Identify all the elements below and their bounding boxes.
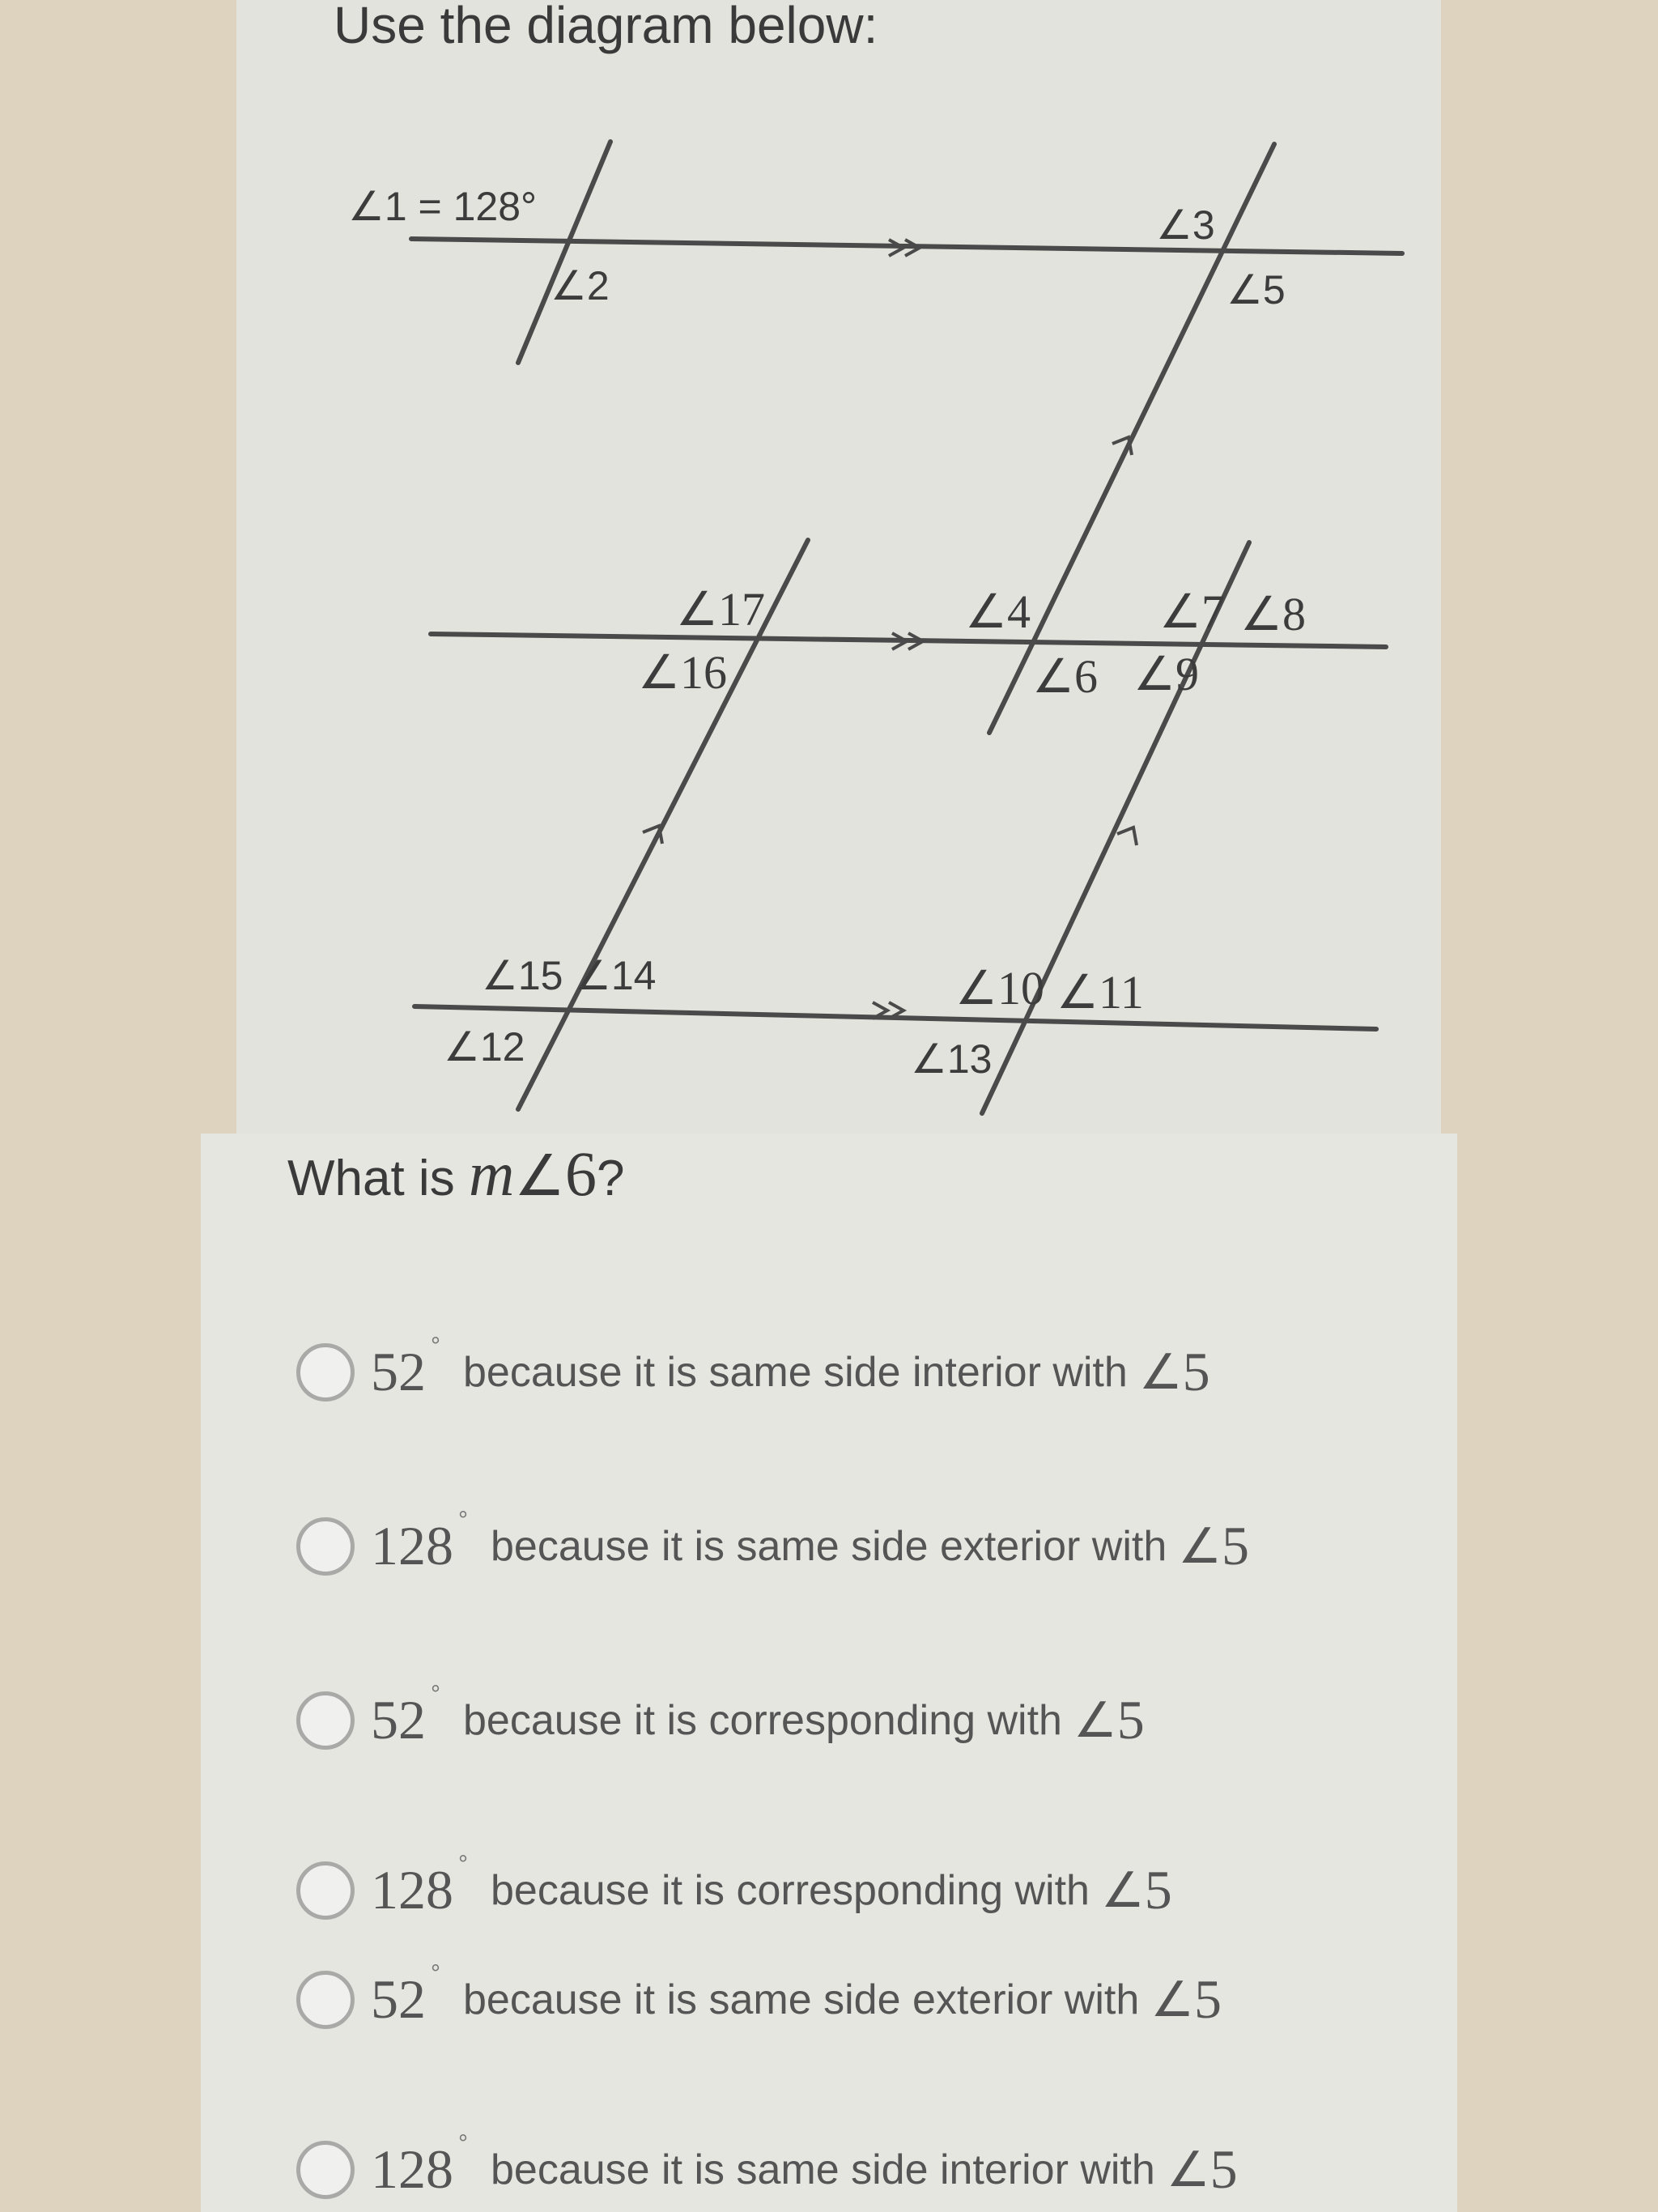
angle-3-label: ∠3	[1156, 202, 1215, 248]
question-measure: m	[468, 1138, 515, 1209]
option-angle-ref: 5	[1144, 1859, 1172, 1921]
transversal-arrow-1	[1112, 437, 1132, 455]
angle-6-label: ∠6	[1032, 650, 1098, 703]
radio-button[interactable]	[296, 1343, 355, 1402]
option-text: because it is corresponding with	[491, 1866, 1090, 1914]
transversal-arrow-3	[1117, 827, 1137, 845]
option-text: because it is corresponding with	[463, 1696, 1062, 1744]
angle-symbol-icon: ∠	[1138, 1343, 1183, 1401]
angle-8-label: ∠8	[1240, 588, 1306, 640]
angle-symbol-icon: ∠	[514, 1142, 566, 1209]
answer-option-5[interactable]	[296, 1959, 1222, 2031]
option-angle-ref: 5	[1116, 1689, 1145, 1750]
angle-9-label: ∠9	[1133, 648, 1199, 700]
angle-12-label: ∠12	[444, 1024, 525, 1070]
answer-panel	[201, 1134, 1457, 2212]
angle-17-label: ∠17	[676, 583, 765, 636]
question-heading: Use the diagram below:	[334, 0, 878, 54]
answer-option-6[interactable]	[296, 2129, 1238, 2201]
option-value: 52	[371, 1968, 426, 2030]
option-angle-ref: 5	[1222, 1515, 1250, 1576]
question-text	[287, 1138, 625, 1210]
option-text: because it is same side interior with	[491, 2146, 1155, 2193]
question-suffix: ?	[597, 1151, 625, 1206]
angle-symbol-icon: ∠	[1150, 1971, 1195, 2028]
radio-button[interactable]	[296, 1971, 355, 2029]
answer-option-4[interactable]	[296, 1850, 1172, 1922]
answer-option-2[interactable]	[296, 1506, 1250, 1578]
radio-button[interactable]	[296, 1861, 355, 1920]
answer-option-1[interactable]	[296, 1332, 1210, 1404]
angle-11-label: ∠11	[1056, 966, 1144, 1019]
angle-10-label: ∠10	[955, 962, 1044, 1015]
angle-13-label: ∠13	[911, 1036, 993, 1082]
option-text: because it is same side exterior with	[463, 1976, 1140, 2023]
angle-symbol-icon: ∠	[1073, 1691, 1117, 1749]
degree-symbol: °	[431, 1959, 440, 1987]
option-angle-ref: 5	[1194, 1968, 1222, 2030]
radio-button[interactable]	[296, 1691, 355, 1750]
degree-symbol: °	[431, 1680, 440, 1708]
angle-15-label: ∠15	[482, 953, 563, 998]
angle-14-label: ∠14	[575, 953, 657, 998]
option-angle-ref: 5	[1209, 2138, 1238, 2200]
angle-symbol-icon: ∠	[1166, 2141, 1210, 2198]
option-text: because it is same side exterior with	[491, 1522, 1167, 1570]
option-text: because it is same side interior with	[463, 1348, 1128, 1396]
option-value: 52	[371, 1341, 426, 1402]
option-value: 128	[371, 1515, 453, 1576]
angle-symbol-icon: ∠	[1178, 1517, 1222, 1575]
angle-7-label: ∠7	[1159, 585, 1225, 638]
transversal-top-left	[518, 142, 610, 363]
angle-4-label: ∠4	[965, 585, 1031, 638]
degree-symbol: °	[458, 1850, 468, 1878]
radio-button[interactable]	[296, 1517, 355, 1576]
answer-option-3[interactable]	[296, 1680, 1145, 1752]
radio-button[interactable]	[296, 2141, 355, 2199]
option-angle-ref: 5	[1182, 1341, 1210, 1402]
angle-2-label: ∠2	[551, 263, 610, 308]
angle-16-label: ∠16	[638, 646, 727, 699]
option-value: 128	[371, 2138, 453, 2200]
degree-symbol: °	[458, 1506, 468, 1534]
option-value: 52	[371, 1689, 426, 1750]
angle-symbol-icon: ∠	[1100, 1861, 1145, 1919]
angle-5-label: ∠5	[1226, 267, 1286, 313]
option-value: 128	[371, 1859, 453, 1921]
degree-symbol: °	[431, 1332, 440, 1359]
given-angle-label: ∠1 = 128°	[348, 184, 538, 229]
degree-symbol: °	[458, 2129, 468, 2157]
question-prefix: What is	[287, 1151, 469, 1206]
question-angle-number: 6	[565, 1138, 597, 1209]
